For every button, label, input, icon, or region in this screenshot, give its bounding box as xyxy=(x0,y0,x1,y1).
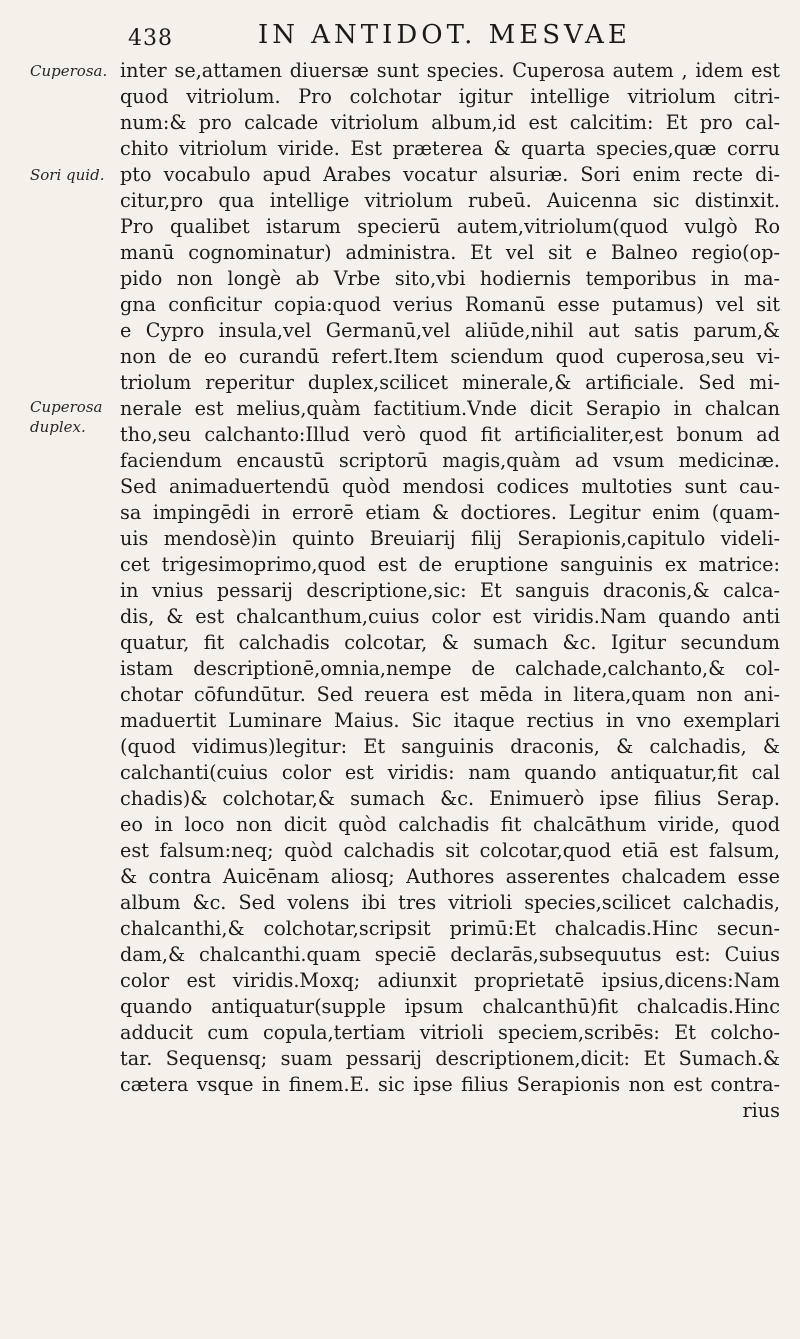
text-line: calchanti(cuius color est viridis: nam quando antiquatur,fit cal xyxy=(120,761,780,784)
text-line: cӕtera vsque in finem.E. sic ipse filius Serapionis non est contra- xyxy=(120,1073,780,1096)
margin-note-cuperosa-duplex-2: duplex. xyxy=(30,418,86,436)
text-line: Sed animaduertendū quòd mendosi codices multoties sunt cau- xyxy=(120,475,780,498)
text-line: istam descriptionē,omnia,nempe de calchade,calchanto,& col- xyxy=(120,657,780,680)
text-line: pto vocabulo apud Arabes vocatur alsuriӕ. Sori enim recte di- xyxy=(120,163,780,186)
running-head xyxy=(118,18,758,54)
text-line: quando antiquatur(supple ipsum chalcanthū)fit chalcadis.Hinc xyxy=(120,995,780,1018)
text-line: (quod vidimus)legitur: Et sanguinis draconis, & calchadis, & xyxy=(120,735,780,758)
text-line: in vnius pessarij descriptione,sic: Et sanguis draconis,& calca- xyxy=(120,579,780,602)
text-line: maduertit Luminare Maius. Sic itaque rectius in vno exemplari xyxy=(120,709,780,732)
margin-note-sori-quid: Sori quid. xyxy=(30,166,105,184)
text-line: sa impingēdi in errorē etiam & doctiores. Legitur enim (quam- xyxy=(120,501,780,524)
text-line: Pro qualibet istarum specierū autem,vitriolum(quod vulgò Ro xyxy=(120,215,780,238)
text-line: dam,& chalcanthi.quam speciē declarās,subsequutus est: Cuius xyxy=(120,943,780,966)
text-line: tar. Sequensq; suam pessarij descriptionem,dicit: Et Sumach.& xyxy=(120,1047,780,1070)
text-line: est falsum:neq; quòd calchadis sit colcotar,quod etiā est falsum, xyxy=(120,839,780,862)
text-line: e Cypro insula,vel Germanū,vel aliūde,nihil aut satis parum,& xyxy=(120,319,780,342)
text-line: chadis)& colchotar,& sumach &c. Enimuerò ipse filius Serap. xyxy=(120,787,780,810)
catchword: rius xyxy=(742,1099,780,1122)
text-line: triolum reperitur duplex,scilicet minerale,& artificiale. Sed mi- xyxy=(120,371,780,394)
text-line: chotar cōfundūtur. Sed reuera est mēda in litera,quam non ani- xyxy=(120,683,780,706)
body-text xyxy=(120,58,780,1124)
text-line: chalcanthi,& colchotar,scripsit primū:Et chalcadis.Hinc secun- xyxy=(120,917,780,940)
text-line: quod vitriolum. Pro colchotar igitur intellige vitriolum citri- xyxy=(120,85,780,108)
margin-note-cuperosa-duplex-1: Cuperosa xyxy=(30,398,103,416)
page-number: 438 xyxy=(128,26,173,51)
text-line: adducit cum copula,tertiam vitrioli speciem,scribēs: Et colcho- xyxy=(120,1021,780,1044)
text-line: quatur, fit calchadis colcotar, & sumach &c. Igitur secundum xyxy=(120,631,780,654)
text-line: tho,seu calchanto:Illud verò quod fit artificialiter,est bonum ad xyxy=(120,423,780,446)
text-line: nerale est melius,quàm factitium.Vnde dicit Serapio in chalcan xyxy=(120,397,780,420)
text-line: num:& pro calcade vitriolum album,id est calcitim: Et pro cal- xyxy=(120,111,780,134)
margin-note-cuperosa: Cuperosa. xyxy=(30,62,108,80)
text-line: cet trigesimoprimo,quod est de eruptione sanguinis ex matrice: xyxy=(120,553,780,576)
text-line: dis, & est chalcanthum,cuius color est viridis.Nam quando anti xyxy=(120,605,780,628)
text-line: inter se,attamen diuersæ sunt species. Cuperosa autem , idem est xyxy=(120,59,780,82)
text-line: color est viridis.Moxq; adiunxit proprietatē ipsius,dicens:Nam xyxy=(120,969,780,992)
text-line: faciendum encaustū scriptorū magis,quàm ad vsum medicinӕ. xyxy=(120,449,780,472)
text-line: manū cognominatur) administra. Et vel sit e Balneo regio(op- xyxy=(120,241,780,264)
text-line: gna conficitur copia:quod verius Romanū esse putamus) vel sit xyxy=(120,293,780,316)
text-line: citur,pro qua intellige vitriolum rubeū. Auicenna sic distinxit. xyxy=(120,189,780,212)
text-line: & contra Auicēnam aliosq; Authores asserentes chalcadem esse xyxy=(120,865,780,888)
text-line: chito vitriolum viride. Est prӕterea & quarta species,quӕ corru xyxy=(120,137,780,160)
text-line: uis mendosè)in quinto Breuiarij filij Serapionis,capitulo videli- xyxy=(120,527,780,550)
text-line: non de eo curandū refert.Item sciendum quod cuperosa,seu vi- xyxy=(120,345,780,368)
text-line: eo in loco non dicit quòd calchadis fit chalcāthum viride, quod xyxy=(120,813,780,836)
text-line: pido non longè ab Vrbe sito,vbi hodiernis temporibus in ma- xyxy=(120,267,780,290)
header-title: IN ANTIDOT. MESVAE xyxy=(258,20,631,50)
text-line: album &c. Sed volens ibi tres vitrioli species,scilicet calchadis, xyxy=(120,891,780,914)
